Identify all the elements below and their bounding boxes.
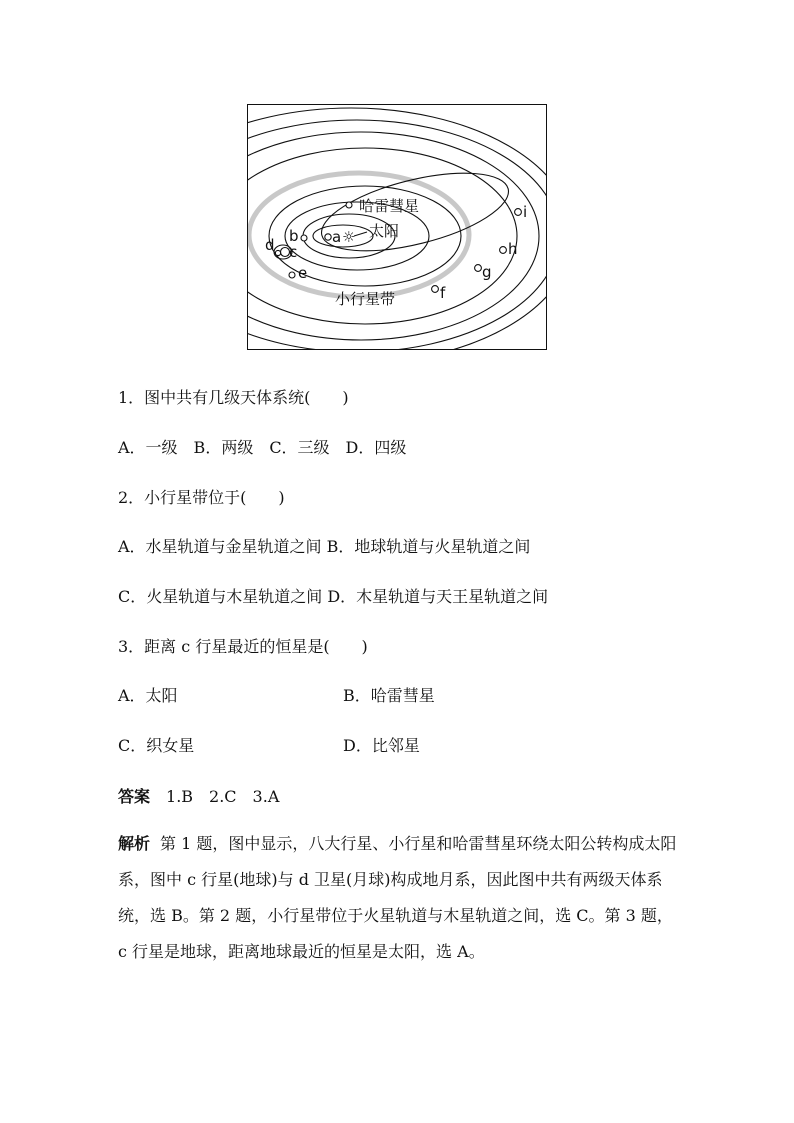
question-2-stem: 2．小行星带位于( ) (118, 488, 285, 507)
label-belt: 小行星带 (335, 290, 396, 308)
planet-e (289, 272, 295, 278)
question-3-option-b: B．哈雷彗星 (343, 686, 435, 705)
planet-b (301, 235, 307, 241)
label-c: c (289, 243, 298, 261)
label-e: e (298, 264, 308, 282)
answer-text: 1.B 2.C 3.A (166, 787, 280, 806)
moon-d (275, 250, 280, 255)
label-sun: 太阳 (369, 222, 400, 240)
question-3-option-a: A．太阳 (118, 686, 178, 705)
label-h: h (508, 240, 518, 258)
answer-line (118, 784, 279, 807)
question-3-option-c: C．织女星 (118, 736, 195, 755)
label-i: i (523, 203, 528, 221)
sun-icon: ☼ (342, 228, 356, 246)
analysis-text: 第 1 题，图中显示，八大行星、小行星和哈雷彗星环绕太阳公转构成太阳系，图中 c 行星(地球)与 d 卫星(月球)构成地月系，因此图中共有两级天体系统，选 B。第 2 题，小行星带位于火星轨道与木星轨道之间，选 C。第 3 题，c 行星是地球，距离地球最近的恒星是太阳，选 A。 (118, 834, 677, 961)
question-3-option-d: D．比邻星 (343, 736, 420, 755)
label-f: f (440, 284, 446, 302)
halley-comet (346, 202, 352, 208)
question-3-stem: 3．距离 c 行星最近的恒星是( ) (118, 637, 368, 656)
label-d: d (265, 236, 275, 254)
analysis-label: 解析 (118, 834, 151, 853)
label-b: b (289, 227, 299, 245)
planet-i (515, 209, 522, 216)
label-a: a (332, 228, 342, 246)
solar-system-figure (247, 104, 547, 350)
answer-label: 答案 (118, 787, 151, 806)
question-2-options-row-2: C．火星轨道与木星轨道之间 D．木星轨道与天王星轨道之间 (118, 587, 549, 606)
question-2-options-row-1: A．水星轨道与金星轨道之间 B．地球轨道与火星轨道之间 (118, 537, 531, 556)
label-g: g (482, 263, 492, 281)
planet-a (325, 234, 331, 240)
question-1-stem: 1．图中共有几级天体系统( ) (118, 388, 349, 407)
planet-g (475, 265, 482, 272)
planet-h (500, 247, 507, 254)
question-1-options: A．一级 B．两级 C．三级 D．四级 (118, 438, 407, 457)
solar-system-diagram (247, 104, 547, 350)
planet-f (432, 286, 439, 293)
label-halley: 哈雷彗星 (359, 197, 420, 215)
analysis-paragraph (118, 826, 678, 970)
